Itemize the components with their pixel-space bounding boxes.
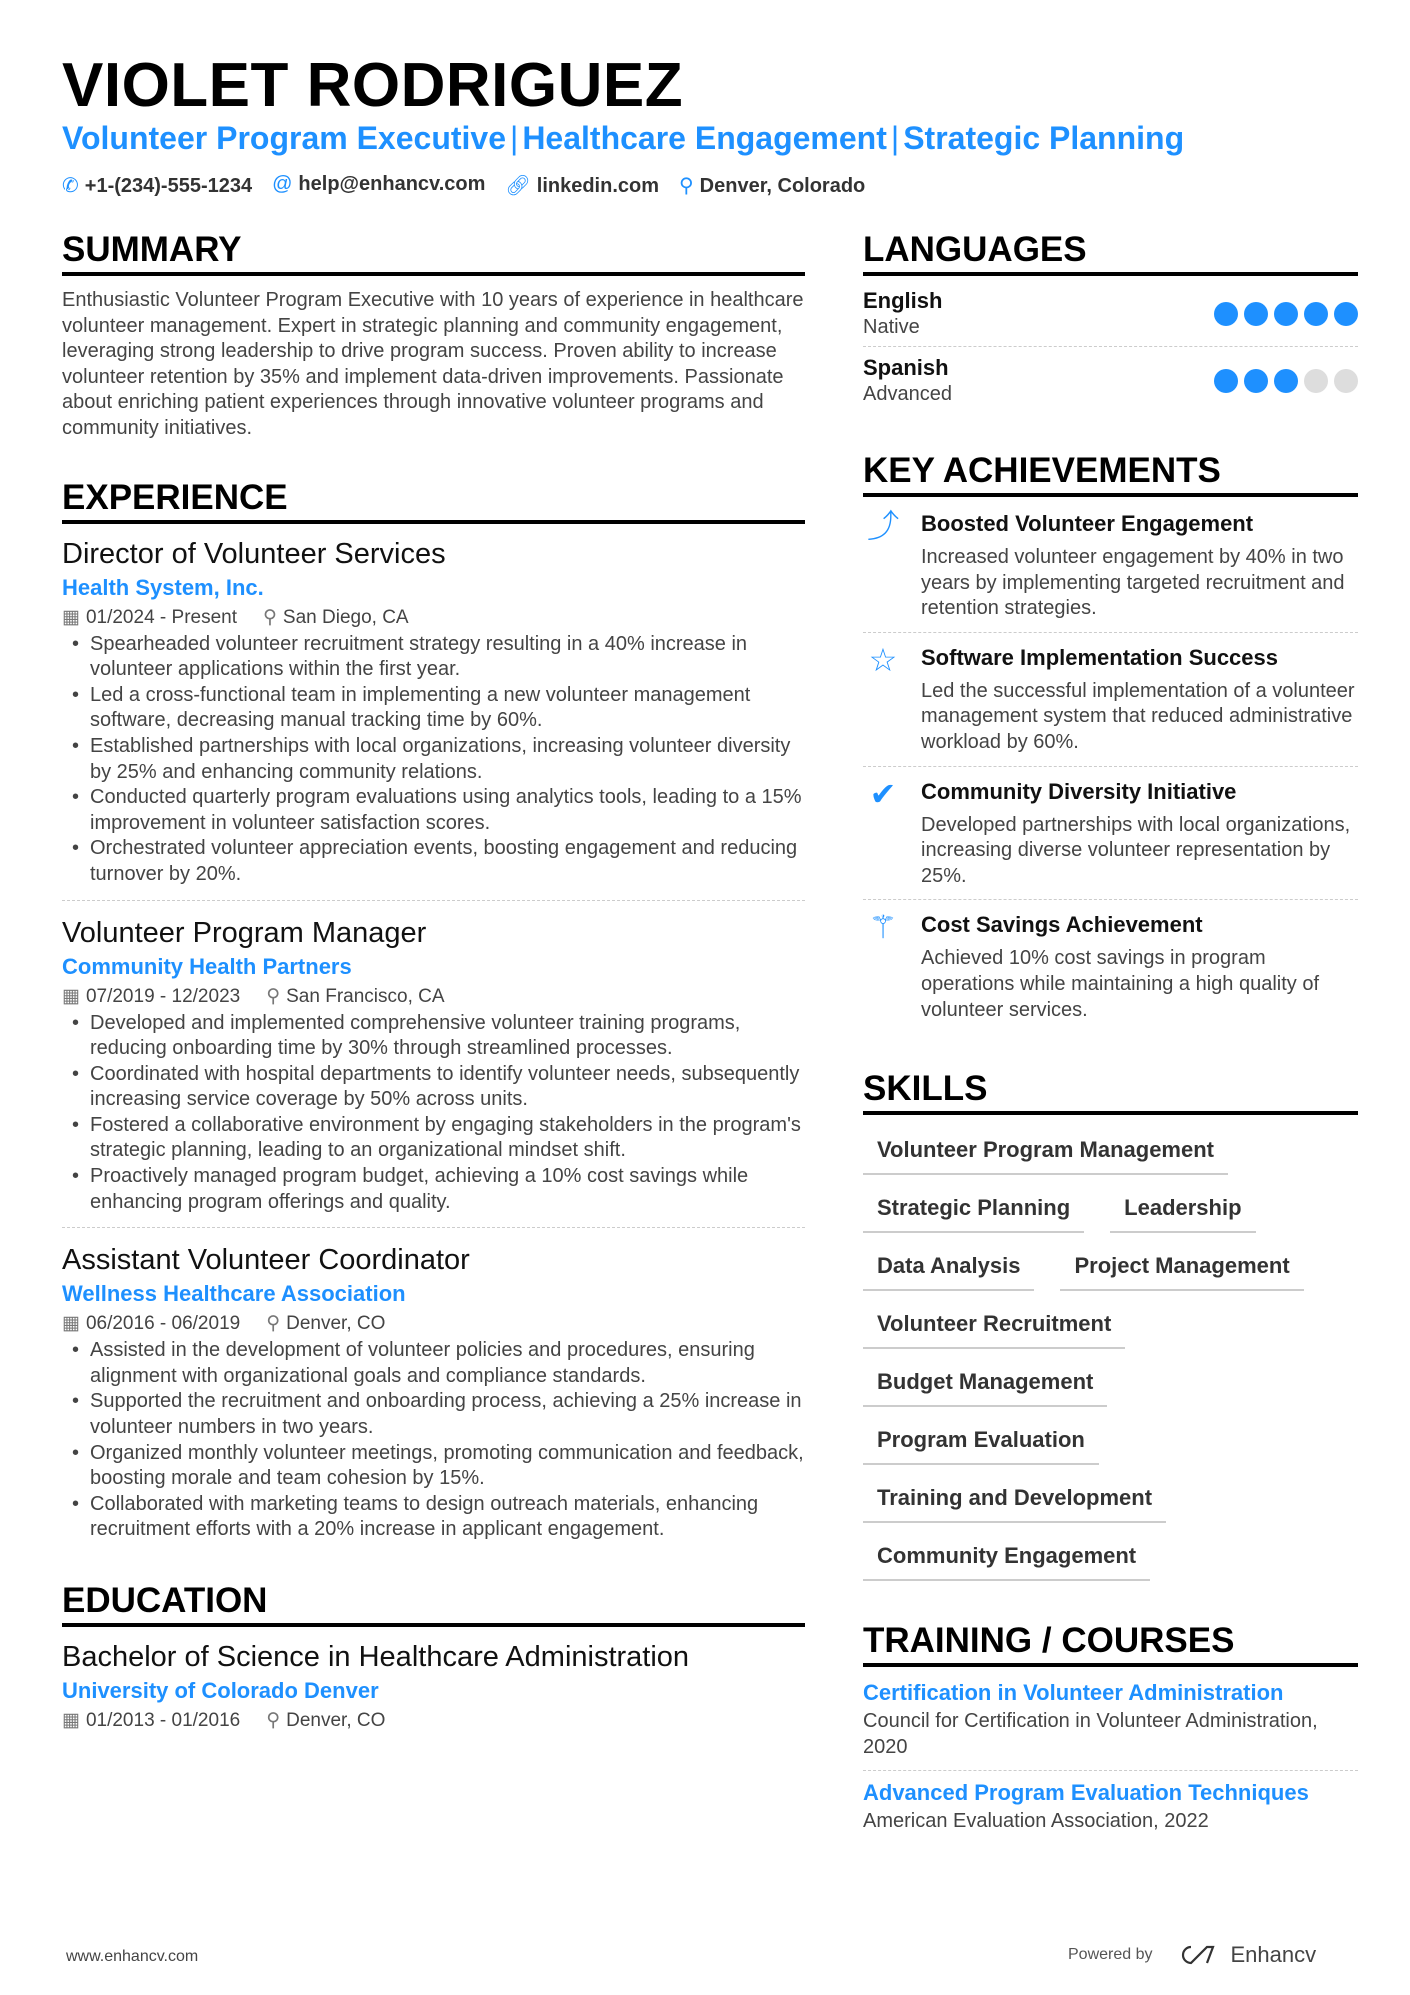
section-heading: TRAINING / COURSES — [863, 1621, 1358, 1667]
location-icon: ⚲ — [263, 606, 277, 628]
bullet-item: • Coordinated with hospital departments to identify volunteer needs, subsequently increasing service coverage by 50% across units. — [62, 1062, 805, 1113]
location: Denver, CO — [286, 1710, 386, 1731]
degree: Bachelor of Science in Healthcare Administration — [62, 1641, 690, 1673]
contact-item[interactable] — [505, 173, 659, 198]
bullet-item: • Proactively managed program budget, achieving a 10% cost savings while enhancing program offerings and quality. — [62, 1164, 805, 1215]
separator: | — [510, 120, 519, 156]
company-name: Community Health Partners — [62, 953, 352, 979]
dates: 01/2013 - 01/2016 — [85, 1710, 241, 1731]
language-level: Advanced — [863, 383, 952, 405]
job-meta — [62, 1310, 805, 1338]
bullet-item: • Spearheaded volunteer recruitment strategy resulting in a 40% increase in volunteer applications within the first year. — [62, 632, 805, 683]
achievement-text: Led the successful implementation of a volunteer management system that reduced administrative workload by 60%. — [921, 679, 1355, 753]
language-name: Spanish — [863, 355, 949, 380]
at-icon: @ — [272, 173, 293, 195]
headline-part: Strategic Planning — [903, 120, 1185, 156]
location-wrap — [266, 1310, 385, 1338]
summary-section — [62, 230, 805, 442]
job-title: Assistant Volunteer Coordinator — [62, 1244, 470, 1277]
strategy-icon: ⤴ — [866, 508, 899, 544]
enhancv-logo-icon — [1177, 1943, 1221, 1967]
course-title: Advanced Program Evaluation Techniques — [863, 1780, 1309, 1806]
course-item — [863, 1671, 1358, 1771]
rating-dot — [1244, 302, 1268, 326]
company-name: Wellness Healthcare Association — [62, 1281, 406, 1307]
right-column — [863, 230, 1358, 1845]
achievements-section — [863, 451, 1358, 1033]
education-section — [62, 1581, 805, 1735]
proficiency-rating — [1214, 369, 1358, 393]
training-section — [863, 1621, 1358, 1845]
bullet-item: • Supported the recruitment and onboarding process, achieving a 25% increase in volunteer numbers in two years. — [62, 1389, 805, 1440]
section-heading: EXPERIENCE — [62, 478, 805, 524]
achievement-title: Community Diversity Initiative — [921, 778, 1237, 804]
bullet-list — [62, 632, 805, 888]
section-heading: LANGUAGES — [863, 230, 1358, 276]
rating-dot — [1304, 369, 1328, 393]
job-entry — [62, 915, 805, 1229]
skill-tag: Community Engagement — [863, 1537, 1150, 1581]
achievement-text: Increased volunteer engagement by 40% in two years by implementing targeted recruitment and retention strategies. — [921, 546, 1345, 620]
location-icon: ⚲ — [266, 1313, 281, 1335]
bullet-item: • Developed and implemented comprehensive volunteer training programs, reducing onboarding time by 30% through streamlined processes. — [62, 1011, 805, 1062]
section-heading: SUMMARY — [62, 230, 805, 276]
separator: | — [890, 120, 900, 156]
powered-by: Powered by — [1068, 1946, 1153, 1963]
achievement-content — [921, 643, 1358, 756]
achievement-content — [921, 777, 1358, 890]
achievement-content — [921, 910, 1358, 1023]
job-title: Volunteer Program Manager — [62, 916, 427, 949]
location: Denver, CO — [286, 1313, 386, 1335]
proficiency-rating — [1214, 302, 1358, 326]
section-heading: KEY ACHIEVEMENTS — [863, 451, 1358, 497]
rating-dot — [1274, 369, 1298, 393]
language-text — [863, 288, 942, 340]
achievement-item — [863, 633, 1358, 767]
skill-tag: Strategic Planning — [863, 1189, 1084, 1233]
contact-item[interactable] — [679, 173, 865, 198]
contact-item[interactable] — [272, 173, 485, 198]
achievement-title: Software Implementation Success — [921, 644, 1278, 670]
skill-tag: Data Analysis — [863, 1247, 1034, 1291]
rating-dot — [1334, 302, 1358, 326]
achievement-title: Boosted Volunteer Engagement — [921, 511, 1254, 536]
skill-tag: Training and Development — [863, 1479, 1166, 1523]
bullet-item: • Conducted quarterly program evaluations using analytics tools, leading to a 15% improvement in volunteer satisfaction scores. — [62, 785, 805, 836]
language-item — [863, 347, 1358, 413]
section-heading: SKILLS — [863, 1069, 1358, 1115]
enhancv-logo — [1177, 1942, 1317, 1968]
headline-part: Healthcare Engagement — [522, 120, 887, 156]
dates-wrap — [62, 983, 240, 1011]
school: University of Colorado Denver — [62, 1678, 379, 1703]
bullet-item: • Established partnerships with local organizations, increasing volunteer diversity by 25% and enhancing community relations. — [62, 734, 805, 785]
course-detail: American Evaluation Association, 2022 — [863, 1810, 1209, 1833]
calendar-icon: ▦ — [62, 985, 80, 1007]
contact-text[interactable]: Denver, Colorado — [699, 175, 866, 197]
headline-part: Volunteer Program Executive — [62, 120, 506, 156]
rating-dot — [1274, 302, 1298, 326]
bullet-item: • Fostered a collaborative environment by engaging stakeholders in the program's strategic planning, leading to an organizational mindset shift. — [62, 1113, 805, 1164]
section-heading: EDUCATION — [62, 1581, 805, 1627]
star-icon: ☆ — [868, 641, 898, 678]
calendar-icon: ▦ — [62, 606, 80, 628]
contact-item[interactable] — [62, 173, 252, 198]
course-detail: Council for Certification in Volunteer Administration, 2020 — [863, 1710, 1318, 1758]
achievement-content — [921, 509, 1358, 622]
footer-branding — [1068, 1942, 1316, 1968]
language-item — [863, 280, 1358, 347]
achievement-text: Achieved 10% cost savings in program operations while maintaining a high quality of volunteer services. — [921, 947, 1320, 1021]
job-entry — [62, 536, 805, 901]
brand-name: Enhancv — [1230, 1942, 1317, 1967]
job-title: Director of Volunteer Services — [62, 537, 446, 570]
education-meta — [62, 1707, 805, 1735]
dates: 06/2016 - 06/2019 — [85, 1313, 241, 1335]
location-wrap — [266, 983, 444, 1011]
dates: 01/2024 - Present — [85, 606, 237, 628]
checkmark-icon: ✔ — [869, 775, 897, 812]
skill-tag: Budget Management — [863, 1363, 1107, 1407]
rating-dot — [1304, 302, 1328, 326]
bullet-item: • Orchestrated volunteer appreciation events, boosting engagement and reducing turnover by 20%. — [62, 836, 805, 887]
candidate-name: VIOLET RODRIGUEZ — [62, 51, 684, 120]
rating-dot — [1244, 369, 1268, 393]
dates-wrap — [62, 1310, 240, 1338]
calendar-icon: ▦ — [62, 1710, 80, 1731]
language-name: English — [863, 288, 943, 313]
course-title: Certification in Volunteer Administration — [863, 1680, 1284, 1706]
bullet-list — [62, 1338, 805, 1543]
location-icon: ⚲ — [266, 985, 281, 1007]
language-text — [863, 355, 952, 407]
link-icon: 🔗︎ — [505, 175, 531, 197]
dates: 07/2019 - 12/2023 — [85, 985, 241, 1007]
location: San Diego, CA — [282, 606, 409, 628]
magic-wand-icon: ⚚ — [868, 909, 898, 946]
skill-tag: Project Management — [1060, 1247, 1303, 1291]
left-column — [62, 230, 805, 1735]
bullet-item: • Collaborated with marketing teams to design outreach materials, enhancing recruitment efforts with a 20% increase in applicant engagement. — [62, 1492, 805, 1543]
summary-text: Enthusiastic Volunteer Program Executive with 10 years of experience in healthcare volunteer management. Expert in strategic planning and community engagement, leveraging strong leadership to drive program success. Proven ability to increase volunteer retention by 35% and implement data-driven improvements. Passionate about enriching patient experiences through innovative volunteer programs and community initiatives. — [62, 289, 804, 439]
rating-dot — [1214, 302, 1238, 326]
contact-text[interactable]: +1-(234)-555-1234 — [84, 175, 253, 197]
bullet-item: • Assisted in the development of volunteer policies and procedures, ensuring alignment with organizational goals and compliance standards. — [62, 1338, 805, 1389]
skill-tag: Program Evaluation — [863, 1421, 1099, 1465]
bullet-list — [62, 1011, 805, 1216]
footer-website[interactable]: www.enhancv.com — [66, 1948, 199, 1965]
skill-tag: Volunteer Recruitment — [863, 1305, 1125, 1349]
job-entry — [62, 1242, 805, 1555]
location: San Francisco, CA — [286, 985, 445, 1007]
job-meta — [62, 983, 805, 1011]
skill-tag: Leadership — [1110, 1189, 1255, 1233]
headline — [62, 120, 1184, 157]
contact-list — [62, 173, 865, 198]
company-name: Health System, Inc. — [62, 574, 264, 600]
experience-section — [62, 478, 805, 1555]
achievement-text: Developed partnerships with local organizations, increasing diverse volunteer representation by 25%. — [921, 813, 1351, 887]
language-level: Native — [863, 316, 920, 338]
bullet-item: • Led a cross-functional team in implementing a new volunteer management software, decreasing manual tracking time by 60%. — [62, 683, 805, 734]
rating-dot — [1214, 369, 1238, 393]
rating-dot — [1334, 369, 1358, 393]
achievement-item — [863, 499, 1358, 633]
location-icon: ⚲ — [679, 175, 694, 197]
languages-section — [863, 230, 1358, 413]
achievement-title: Cost Savings Achievement — [921, 912, 1203, 938]
achievement-item — [863, 900, 1358, 1033]
contact-text[interactable]: help@enhancv.com — [298, 173, 486, 195]
contact-text[interactable]: linkedin.com — [536, 175, 660, 197]
job-meta — [62, 604, 805, 632]
location-icon: ⚲ — [266, 1710, 281, 1731]
skills-section — [863, 1069, 1358, 1581]
phone-icon: ✆ — [62, 175, 79, 197]
location-wrap — [263, 604, 409, 632]
bullet-item: • Organized monthly volunteer meetings, promoting communication and feedback, boosting morale and team cohesion by 15%. — [62, 1441, 805, 1492]
dates-wrap — [62, 604, 237, 632]
achievement-item — [863, 767, 1358, 901]
course-item — [863, 1771, 1358, 1845]
skill-tag: Volunteer Program Management — [863, 1131, 1228, 1175]
calendar-icon: ▦ — [62, 1313, 80, 1335]
